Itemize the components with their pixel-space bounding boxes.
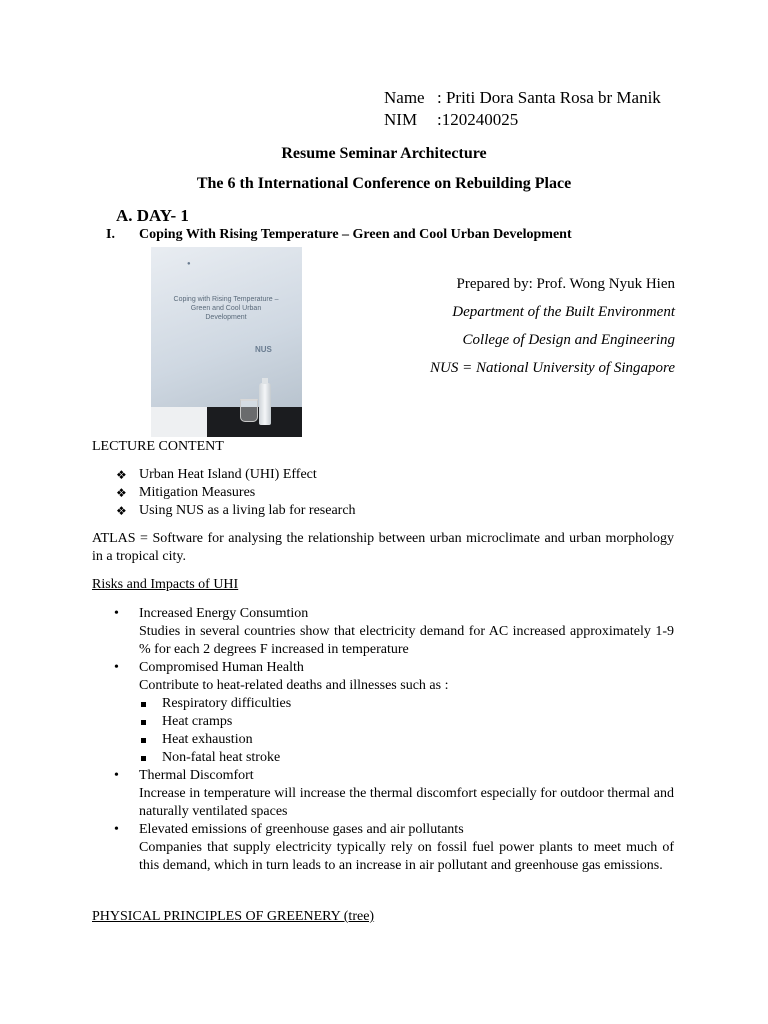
- risk-title: Compromised Human Health: [139, 660, 304, 675]
- author-info: [384, 87, 661, 131]
- diamond-bullet-icon: ❖: [116, 468, 127, 482]
- square-bullet-icon: [141, 720, 146, 725]
- section-number: I.: [106, 227, 115, 242]
- section-heading: [106, 227, 572, 243]
- atlas-paragraph: ATLAS = Software for analysing the relationship between urban microclimate and urban morphology in a tropical city.: [92, 531, 674, 564]
- risks-heading: Risks and Impacts of UHI: [92, 577, 239, 592]
- document-title: Resume Seminar Architecture: [281, 145, 487, 162]
- name-value: : Priti Dora Santa Rosa br Manik: [437, 88, 661, 107]
- risk-text: Increase in temperature will increase the thermal discomfort especially for outdoor thermal and naturally ventilated spaces: [139, 786, 674, 819]
- projector-screen: [151, 247, 302, 407]
- diamond-bullet-icon: ❖: [116, 486, 127, 500]
- bullet-icon: •: [114, 606, 119, 621]
- risks-list: [114, 605, 674, 875]
- college: College of Design and Engineering: [462, 332, 675, 348]
- prepared-by: Prepared by: Prof. Wong Nyuk Hien: [456, 276, 675, 292]
- name-label: Name: [384, 88, 425, 107]
- section-title: Coping With Rising Temperature – Green and Cool Urban Development: [139, 227, 572, 242]
- lecture-heading: LECTURE CONTENT: [92, 439, 224, 454]
- square-bullet-icon: [141, 702, 146, 707]
- list-item: [114, 605, 674, 659]
- nim-value: :120240025: [437, 110, 519, 129]
- slide-logo-text: ●: [187, 261, 191, 267]
- day-heading: A. DAY- 1: [116, 206, 189, 225]
- risk-text: Companies that supply electricity typically rely on fossil fuel power plants to meet much of this demand, which in turn leads to an increase in air pollutant and greenhouse gas emissions.: [139, 840, 674, 873]
- table-cloth: [151, 407, 207, 437]
- bullet-icon: •: [114, 822, 119, 837]
- sublist-item: Heat exhaustion: [139, 731, 674, 749]
- risk-title: Elevated emissions of greenhouse gases and air pollutants: [139, 822, 464, 837]
- list-item: ❖ Mitigation Measures: [116, 485, 256, 500]
- lecture-list: [116, 466, 356, 520]
- square-bullet-icon: [141, 756, 146, 761]
- square-bullet-icon: [141, 738, 146, 743]
- risk-title: Increased Energy Consumtion: [139, 606, 309, 621]
- risk-text: Contribute to heat-related deaths and illnesses such as :: [139, 678, 449, 693]
- department: Department of the Built Environment: [452, 304, 675, 320]
- list-item: ❖ Using NUS as a living lab for research: [116, 503, 356, 518]
- bullet-icon: •: [114, 660, 119, 675]
- physical-principles-heading: PHYSICAL PRINCIPLES OF GREENERY (tree): [92, 909, 375, 924]
- risk-title: Thermal Discomfort: [139, 768, 254, 783]
- list-item: [114, 821, 674, 875]
- slide-title: Coping with Rising Temperature – Green and Cool Urban Development: [173, 296, 279, 321]
- prepared-by-block: [430, 270, 675, 382]
- sublist-item: Non-fatal heat stroke: [139, 749, 674, 767]
- nim-label: NIM: [384, 110, 418, 129]
- health-sublist: [139, 695, 674, 767]
- document-subtitle: The 6 th International Conference on Rebuilding Place: [196, 175, 572, 192]
- list-item: [114, 659, 674, 767]
- list-item: ❖ Urban Heat Island (UHI) Effect: [116, 467, 317, 482]
- bullet-icon: •: [114, 768, 119, 783]
- risk-text: Studies in several countries show that electricity demand for AC increased approximately 1-9 % for each 2 degrees F increased in temperature: [139, 624, 674, 657]
- diamond-bullet-icon: ❖: [116, 504, 127, 518]
- sublist-item: Heat cramps: [139, 713, 674, 731]
- water-bottle: [259, 383, 271, 425]
- sublist-item: Respiratory difficulties: [139, 695, 674, 713]
- slide-logo: NUS: [255, 345, 272, 354]
- university: NUS = National University of Singapore: [430, 360, 675, 376]
- water-glass: [240, 399, 258, 422]
- seminar-photo: [151, 247, 302, 437]
- list-item: [114, 767, 674, 821]
